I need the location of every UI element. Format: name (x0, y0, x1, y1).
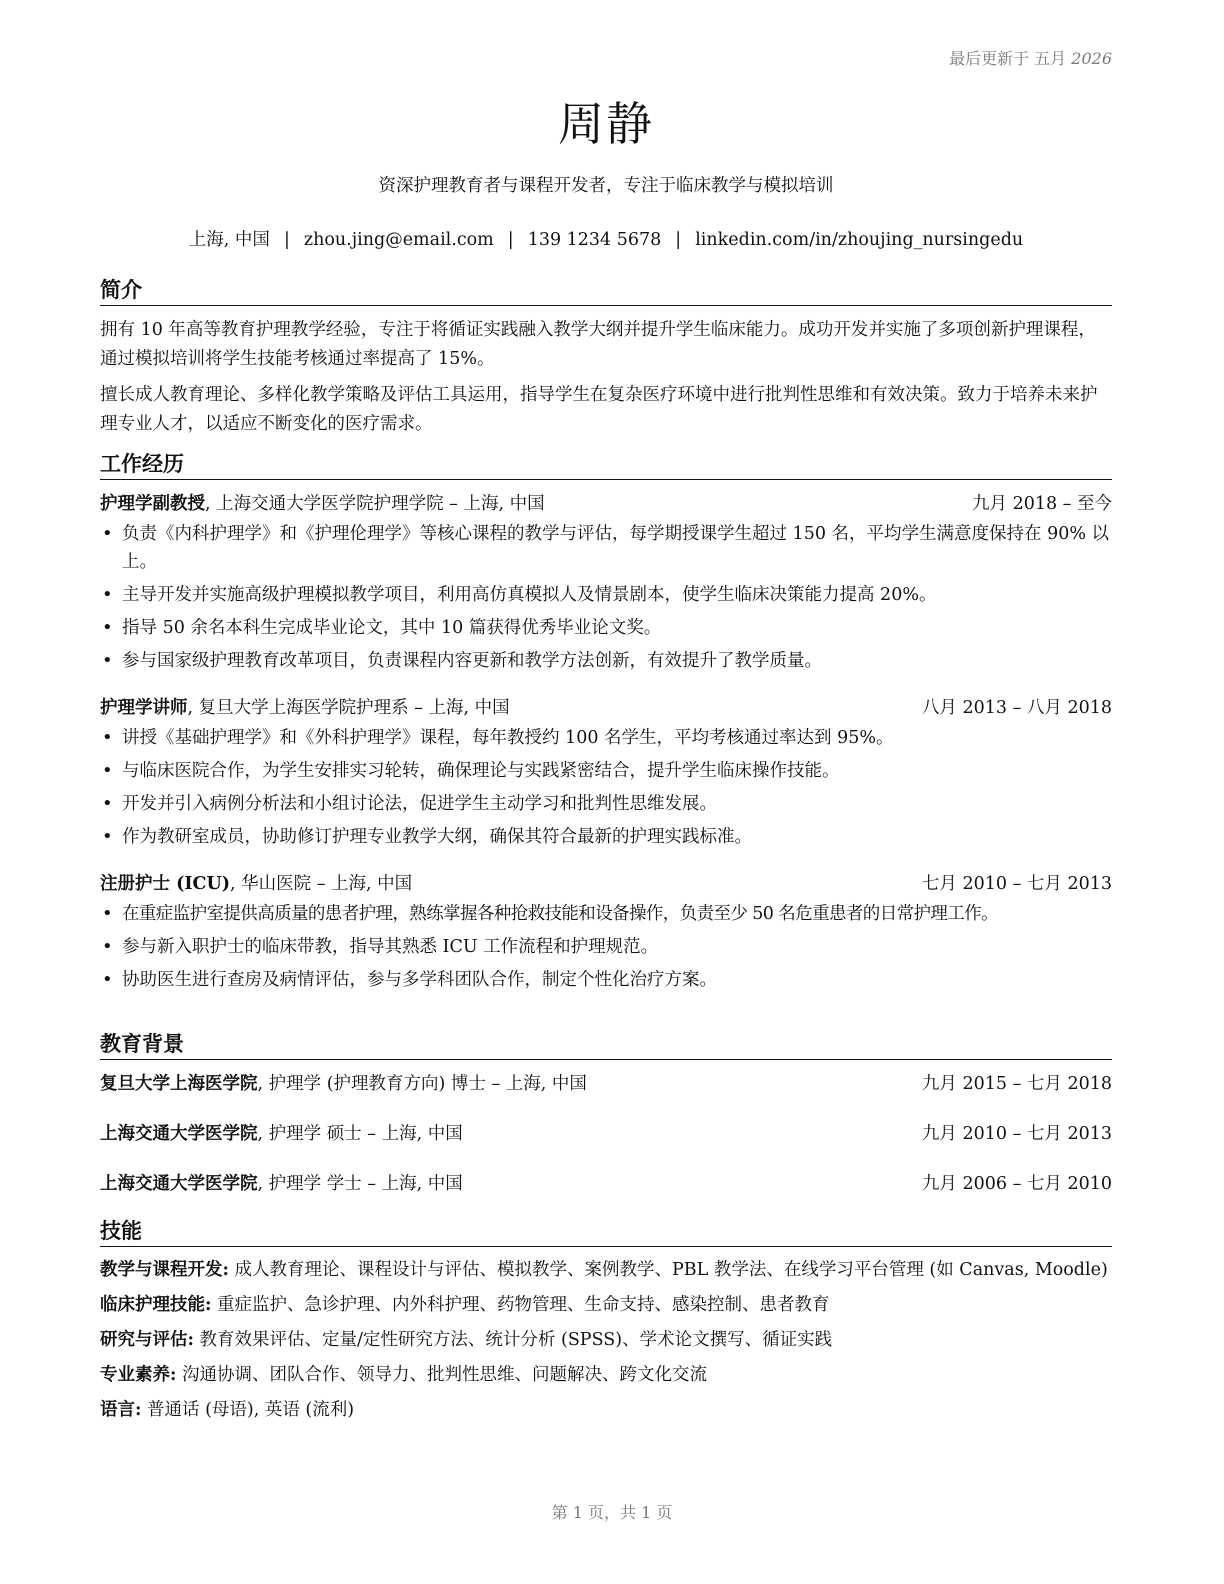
degree-detail: , 护理学 学士 – 上海, 中国 (257, 1174, 463, 1194)
skill-value: 沟通协调、团队合作、领导力、批判性思维、问题解决、跨文化交流 (176, 1365, 708, 1385)
separator: | (675, 230, 682, 250)
job-header (100, 694, 1112, 722)
last-updated-year: 2026 (1071, 49, 1112, 68)
linkedin-link[interactable]: linkedin.com/in/zhoujing_nursingedu (695, 230, 1024, 250)
list-item: • 指导 50 余名本科生完成毕业论文，其中 10 篇获得优秀毕业论文奖。 (100, 614, 1112, 642)
list-item: • 协助医生进行查房及病情评估，参与多学科团队合作，制定个性化治疗方案。 (100, 966, 1112, 994)
skill-value: 重症监护、急诊护理、内外科护理、药物管理、生命支持、感染控制、患者教育 (211, 1295, 830, 1315)
summary-paragraph: 擅长成人教育理论、多样化教学策略及评估工具运用，指导学生在复杂医疗环境中进行批判性思维和有效决策。致力于培养未来护理专业人才，以适应不断变化的医疗需求。 (100, 385, 1098, 434)
school-name: 上海交通大学医学院 (100, 1124, 258, 1144)
education-item (100, 1120, 1112, 1148)
skill-item (100, 1257, 1112, 1284)
separator: | (283, 230, 290, 250)
summary-paragraph: 拥有 10 年高等教育护理教学经验，专注于将循证实践融入教学大纲并提升学生临床能力。成功开发并实施了多项创新护理课程，通过模拟培训将学生技能考核通过率提高了 15%。 (100, 320, 1096, 369)
section-title: 教育背景 (100, 1030, 1112, 1060)
list-item: • 参与国家级护理教育改革项目，负责课程内容更新和教学方法创新，有效提升了教学质量。 (100, 647, 1112, 675)
skill-value: 成人教育理论、课程设计与评估、模拟教学、案例教学、PBL 教学法、在线学习平台管理 (如 Canvas, Moodle) (228, 1260, 1108, 1280)
education-section (100, 1030, 1112, 1220)
job-bullets (100, 520, 1112, 675)
education-dates: 九月 2010 – 七月 2013 (921, 1124, 1112, 1144)
job-dates: 九月 2018 – 至今 (972, 494, 1112, 514)
job-dates: 八月 2013 – 八月 2018 (921, 698, 1112, 718)
skills-section (100, 1217, 1112, 1432)
section-title: 简介 (100, 276, 1112, 306)
skill-label: 语言: (100, 1400, 142, 1420)
job-org: , 华山医院 – 上海, 中国 (230, 874, 413, 894)
list-item: • 主导开发并实施高级护理模拟教学项目，利用高仿真模拟人及情景剧本，使学生临床决策能力提高 20%。 (100, 581, 1112, 609)
job-role: 护理学副教授 (100, 494, 205, 514)
summary-section (100, 276, 1112, 446)
school-name: 上海交通大学医学院 (100, 1174, 258, 1194)
degree-detail: , 护理学 (护理教育方向) 博士 – 上海, 中国 (257, 1074, 587, 1094)
skill-value: 教育效果评估、定量/定性研究方法、统计分析 (SPSS)、学术论文撰写、循证实践 (193, 1330, 833, 1350)
job-entry (100, 490, 1112, 675)
job-org: , 复旦大学上海医学院护理系 – 上海, 中国 (187, 698, 510, 718)
skill-item (100, 1362, 1112, 1389)
list-item: • 开发并引入病例分析法和小组讨论法，促进学生主动学习和批判性思维发展。 (100, 790, 1112, 818)
skill-value: 普通话 (母语), 英语 (流利) (141, 1400, 355, 1420)
list-item: • 在重症监护室提供高质量的患者护理，熟练掌握各种抢救技能和设备操作，负责至少 50 名危重患者的日常护理工作。 (100, 900, 1112, 928)
education-item (100, 1070, 1112, 1098)
list-item: • 讲授《基础护理学》和《外科护理学》课程，每年教授约 100 名学生，平均考核通过率达到 95%。 (100, 724, 1112, 752)
experience-section (100, 450, 1112, 999)
education-dates: 九月 2006 – 七月 2010 (921, 1174, 1112, 1194)
job-role: 注册护士 (ICU) (100, 874, 231, 894)
job-header (100, 490, 1112, 518)
job-entry (100, 870, 1112, 994)
location: 上海, 中国 (188, 230, 270, 250)
email-link[interactable]: zhou.jing@email.com (303, 230, 494, 250)
skill-label: 临床护理技能: (100, 1295, 212, 1315)
candidate-name: 周静 (558, 97, 654, 151)
separator: | (507, 230, 514, 250)
phone: 139 1234 5678 (527, 230, 662, 250)
skill-item (100, 1327, 1112, 1354)
job-org: , 上海交通大学医学院护理学院 – 上海, 中国 (205, 494, 545, 514)
skill-item (100, 1292, 1112, 1319)
job-bullets (100, 724, 1112, 851)
school-name: 复旦大学上海医学院 (100, 1074, 258, 1094)
skill-item (100, 1397, 1112, 1424)
degree-detail: , 护理学 硕士 – 上海, 中国 (257, 1124, 463, 1144)
education-dates: 九月 2015 – 七月 2018 (921, 1074, 1112, 1094)
page-number: 第 1 页，共 1 页 (551, 1503, 673, 1522)
list-item: • 与临床医院合作，为学生安排实习轮转，确保理论与实践紧密结合，提升学生临床操作技能。 (100, 757, 1112, 785)
last-updated-label: 最后更新于 五月 (949, 49, 1067, 68)
list-item: • 参与新入职护士的临床带教，指导其熟悉 ICU 工作流程和护理规范。 (100, 933, 1112, 961)
list-item: • 负责《内科护理学》和《护理伦理学》等核心课程的教学与评估，每学期授课学生超过 150 名，平均学生满意度保持在 90% 以上。 (100, 520, 1112, 576)
contact-line (100, 226, 1112, 251)
list-item: • 作为教研室成员，协助修订护理专业教学大纲，确保其符合最新的护理实践标准。 (100, 823, 1112, 851)
section-title: 技能 (100, 1217, 1112, 1247)
job-bullets (100, 900, 1112, 994)
job-entry (100, 694, 1112, 851)
tagline: 资深护理教育者与课程开发者，专注于临床教学与模拟培训 (378, 176, 834, 196)
section-title: 工作经历 (100, 450, 1112, 480)
last-updated (949, 46, 1112, 69)
skill-label: 教学与课程开发: (100, 1260, 229, 1280)
job-dates: 七月 2010 – 七月 2013 (921, 874, 1112, 894)
job-header (100, 870, 1112, 898)
education-item (100, 1170, 1112, 1198)
skill-label: 研究与评估: (100, 1330, 194, 1350)
skill-label: 专业素养: (100, 1365, 177, 1385)
job-role: 护理学讲师 (100, 698, 188, 718)
